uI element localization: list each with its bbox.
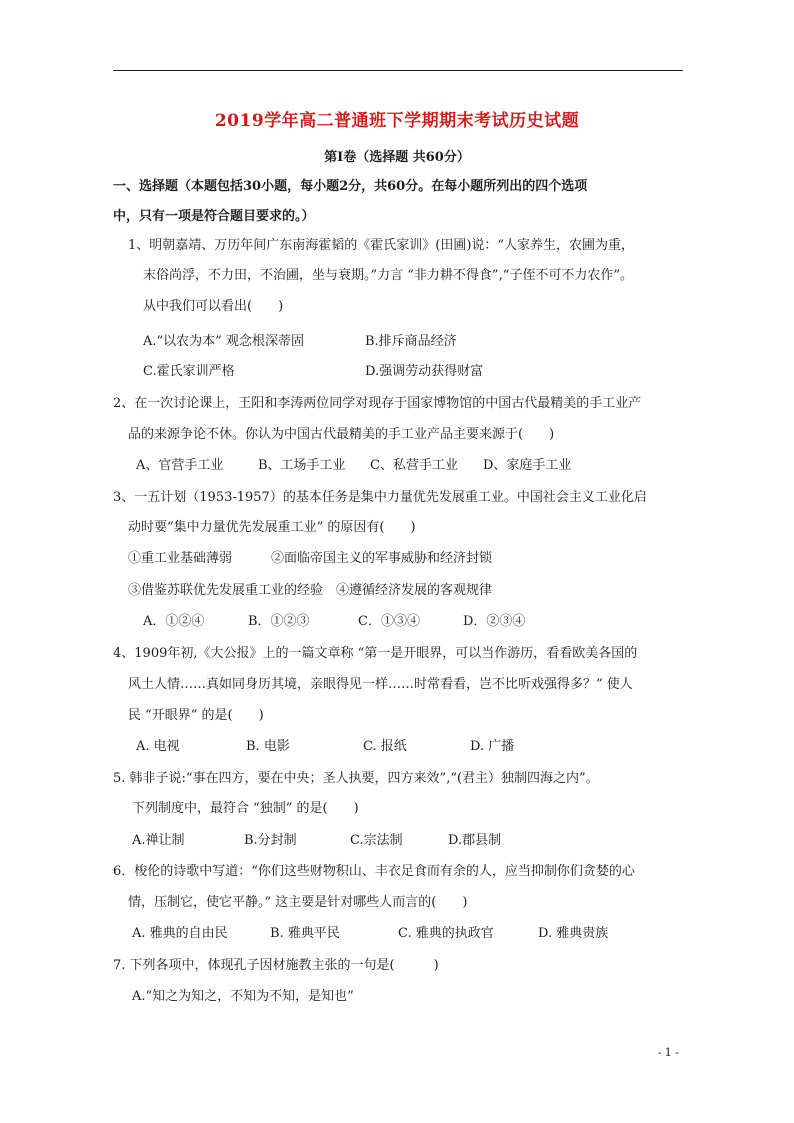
question-2-option-c: C、私营手工业 <box>370 458 458 473</box>
question-2-line1: 2、在一次讨论课上，王阳和李涛两位同学对现存于国家博物馆的中国古代最精美的手工业产 <box>113 396 642 411</box>
question-6-line2: 情，压制它，使它平静。” 这主要是针对哪些人而言的( ) <box>128 895 468 910</box>
section-heading-line2: 中，只有一项是符合题目要求的。） <box>113 209 315 224</box>
question-5-line1: 5. 韩非子说:“事在四方，要在中央；圣人执要，四方来效”,“(君主）独制四海之内”。 <box>113 771 599 786</box>
question-4-option-a: A. 电视 <box>136 739 180 754</box>
question-7-option-a: A.“知之为知之，不知为不知，是知也” <box>132 989 354 1004</box>
page-number: - 1 - <box>657 1046 679 1059</box>
question-3-line4: ③借鉴苏联优先发展重工业的经验 ④遵循经济发展的客观规律 <box>128 583 493 598</box>
question-4-option-c: C. 报纸 <box>363 739 407 754</box>
question-2-option-b: B、工场手工业 <box>258 458 346 473</box>
question-3-line2: 动时要“集中力量优先发展重工业” 的原因有( ) <box>128 520 416 535</box>
question-4-option-b: B. 电影 <box>246 739 290 754</box>
question-3-line1: 3、一五计划（1953-1957）的基本任务是集中力量优先发展重工业。中国社会主义工业化启 <box>113 490 647 505</box>
question-6-option-c: C. 雅典的执政官 <box>398 926 494 941</box>
question-3-option-c: C．①③④ <box>358 614 420 629</box>
question-7-line1: 7. 下列各项中，体现孔子因材施教主张的一句是( ) <box>113 958 439 973</box>
question-5-option-a: A.禅让制 <box>132 833 185 848</box>
question-2-line2: 品的来源争论不休。你认为中国古代最精美的手工业产品主要来源于( ) <box>128 427 555 442</box>
section-subtitle: 第Ⅰ卷（选择题 共60分） <box>324 150 470 165</box>
question-1-line3: 从中我们可以看出( ) <box>143 299 284 314</box>
question-6-option-b: B. 雅典平民 <box>270 926 340 941</box>
question-5-line2: 下列制度中，最符合 “独制” 的是( ) <box>132 801 359 816</box>
question-2-option-d: D、家庭手工业 <box>483 458 572 473</box>
question-6-option-a: A. 雅典的自由民 <box>132 926 228 941</box>
question-2-option-a: A、官营手工业 <box>136 458 224 473</box>
question-1-line2: 末俗尚浮，不力田，不治圃，坐与衰期。”力言 “非力耕不得食”,“子侄不可不力农作”。 <box>143 268 633 283</box>
header-rule <box>113 70 683 71</box>
question-1-option-b: B.排斥商品经济 <box>365 334 457 349</box>
question-1-option-d: D.强调劳动获得财富 <box>365 364 484 379</box>
question-5-option-d: D.郡县制 <box>448 833 502 848</box>
question-6-line1: 6．梭伦的诗歌中写道：“你们这些财物积山、丰衣足食而有余的人，应当抑制你们贪婪的心 <box>113 864 635 879</box>
question-4-line3: 民 “开眼界” 的是( ) <box>128 708 264 723</box>
question-4-option-d: D. 广播 <box>470 739 515 754</box>
question-4-line1: 4、1909年初,《大公报》上的一篇文章称 “第一是开眼界，可以当作游历，看看欧美各国的 <box>113 646 638 661</box>
question-1-line1: 1、明朝嘉靖、万历年间广东南海霍韬的《霍氏家训》(田圃)说：“人家养生，农圃为重， <box>128 238 635 253</box>
question-4-line2: 风土人情……真如同身历其境，亲眼得见一样……时常看看，岂不比听戏强得多？” 使人 <box>128 677 633 692</box>
question-1-option-a: A.“以农为本” 观念根深蒂固 <box>143 334 304 349</box>
question-3-line3: ①重工业基础薄弱 ②面临帝国主义的军事威胁和经济封锁 <box>128 551 493 566</box>
question-1-option-c: C.霍氏家训严格 <box>143 364 235 379</box>
question-6-option-d: D. 雅典贵族 <box>538 926 609 941</box>
question-5-option-b: B.分封制 <box>244 833 297 848</box>
question-3-option-d: D．②③④ <box>463 614 526 629</box>
question-3-option-a: A．①②④ <box>143 614 205 629</box>
section-heading-line1: 一、选择题（本题包括30小题，每小题2分，共60分。在每小题所列出的四个选项 <box>113 179 588 194</box>
question-3-option-b: B．①②③ <box>248 614 310 629</box>
exam-title: 2019学年高二普通班下学期期末考试历史试题 <box>214 111 580 131</box>
question-5-option-c: C.宗法制 <box>350 833 403 848</box>
